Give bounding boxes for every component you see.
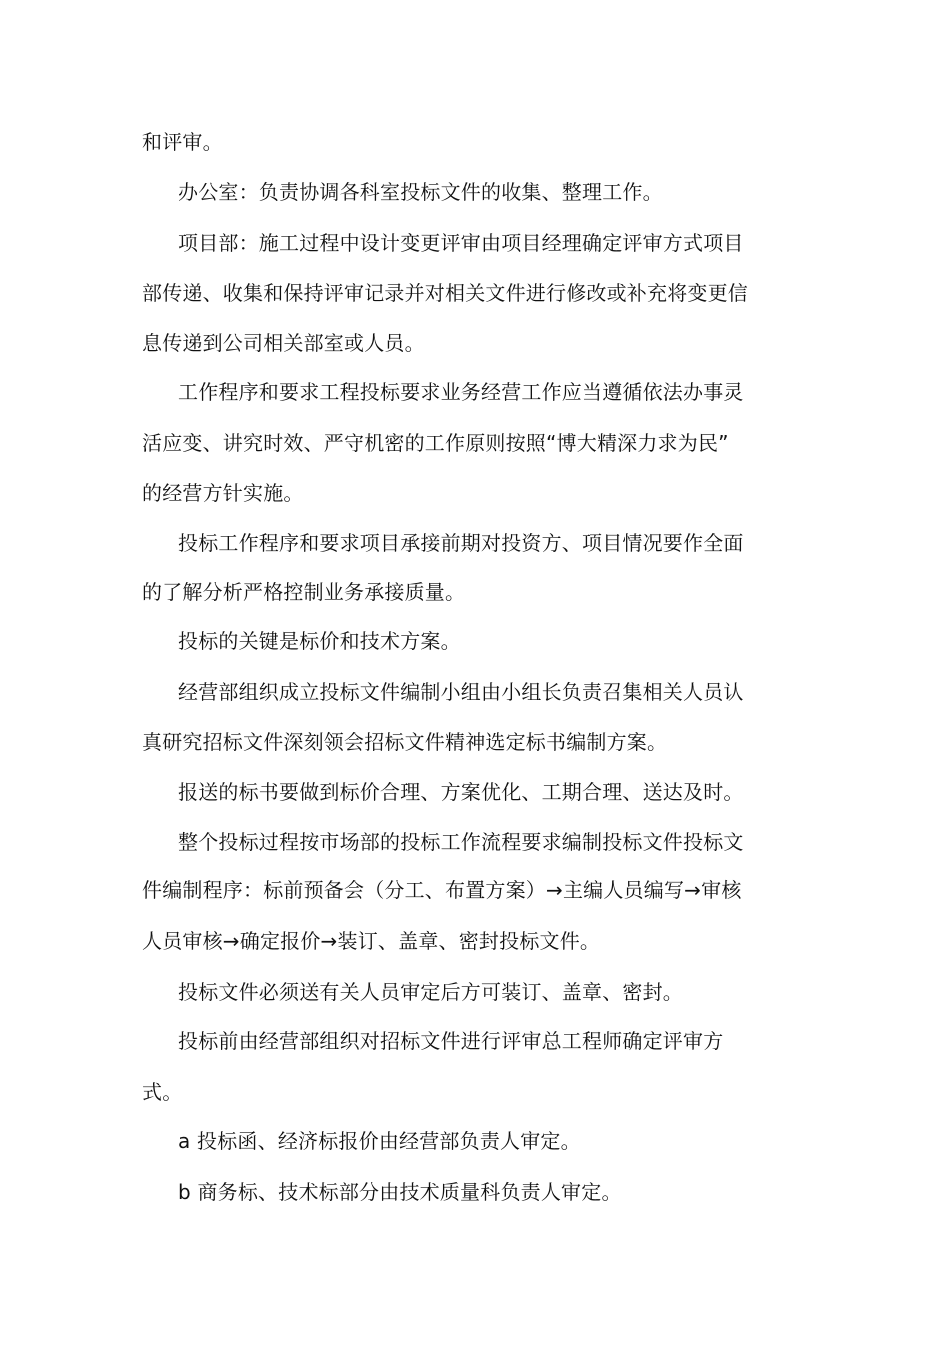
text-line: 投标文件必须送有关人员审定后方可装订、盖章、密封。 bbox=[178, 980, 683, 1004]
text-line: 活应变、讲究时效、严守机密的工作原则按照“博大精深力求为民” bbox=[142, 431, 729, 455]
text-line: 和评审。 bbox=[142, 130, 223, 154]
text-line: 人员审核→确定报价→装订、盖章、密封投标文件。 bbox=[142, 929, 601, 953]
text-line: 投标前由经营部组织对招标文件进行评审总工程师确定评审方 bbox=[178, 1029, 724, 1053]
text-line: 部传递、收集和保持评审记录并对相关文件进行修改或补充将变更信 bbox=[142, 281, 748, 305]
text-line: 报送的标书要做到标价合理、方案优化、工期合理、送达及时。 bbox=[178, 780, 744, 804]
text-line: 投标工作程序和要求项目承接前期对投资方、项目情况要作全面 bbox=[178, 531, 744, 555]
text-line: 式。 bbox=[142, 1080, 183, 1104]
text-line: 的了解分析严格控制业务承接质量。 bbox=[142, 580, 466, 604]
text-line: 的经营方针实施。 bbox=[142, 481, 304, 505]
text-line: a 投标函、经济标报价由经营部负责人审定。 bbox=[178, 1129, 581, 1153]
text-line: 项目部：施工过程中设计变更评审由项目经理确定评审方式项目 bbox=[178, 231, 744, 255]
text-line: 真研究招标文件深刻领会招标文件精神选定标书编制方案。 bbox=[142, 730, 668, 754]
text-line: 工作程序和要求工程投标要求业务经营工作应当遵循依法办事灵 bbox=[178, 380, 744, 404]
text-line: 经营部组织成立投标文件编制小组由小组长负责召集相关人员认 bbox=[178, 680, 744, 704]
text-line: 息传递到公司相关部室或人员。 bbox=[142, 331, 425, 355]
text-line: 投标的关键是标价和技术方案。 bbox=[178, 629, 461, 653]
text-line: 件编制程序：标前预备会（分工、布置方案）→主编人员编写→审核 bbox=[142, 878, 742, 902]
text-line: 办公室：负责协调各科室投标文件的收集、整理工作。 bbox=[178, 180, 663, 204]
text-line: b 商务标、技术标部分由技术质量科负责人审定。 bbox=[178, 1180, 622, 1204]
text-line: 整个投标过程按市场部的投标工作流程要求编制投标文件投标文 bbox=[178, 830, 744, 854]
